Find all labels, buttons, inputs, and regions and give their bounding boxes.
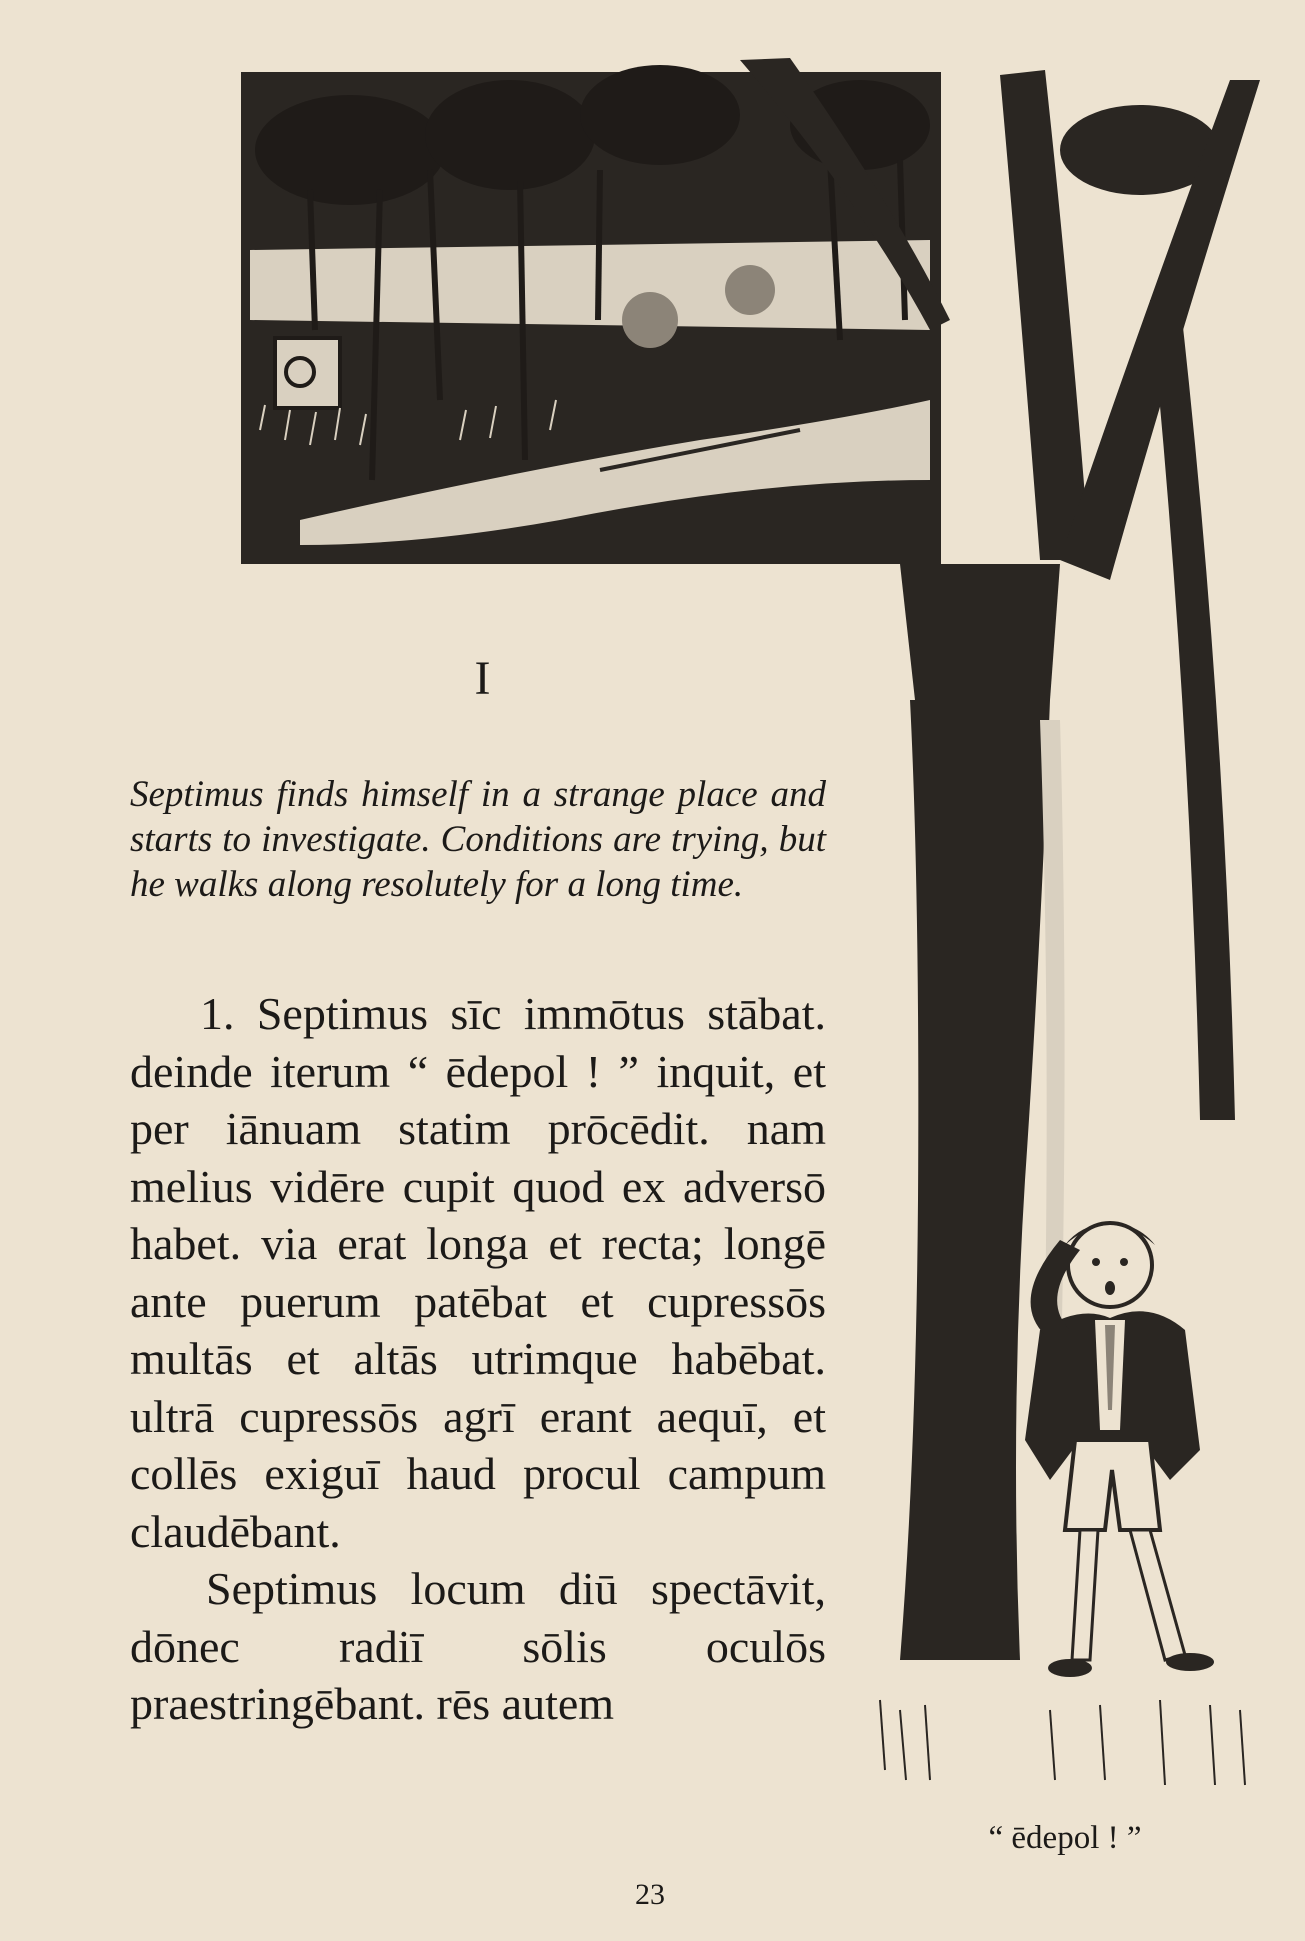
illustration-caption: “ ēdepol ! ” xyxy=(988,1820,1142,1856)
chapter-summary: Septimus finds himself in a strange place and starts to investigate. Conditions are trying, but he walks along resolutely for a long time. xyxy=(130,774,826,905)
paragraph-2: Septimus locum diū spectāvit, dōnec radiī sōlis oculōs praestringēbant. rēs autem xyxy=(130,1563,826,1729)
page-number: 23 xyxy=(635,1878,665,1911)
paragraph-1: 1. Septimus sīc immōtus stābat. deinde iterum “ ēdepol ! ” inquit, et per iānuam statim prōcēdit. nam melius vidēre cupit quod ex adversō habet. via erat longa et recta; longē ante puerum patēbat et cupressōs multās et altās utrimque habēbat. ultrā cupressōs agrī erant aequī, et collēs exiguī haud procul campum claudēbant. xyxy=(130,988,826,1557)
chapter-number: I xyxy=(474,652,491,705)
boy-figure xyxy=(1025,1222,1214,1677)
body-text xyxy=(130,985,826,1733)
